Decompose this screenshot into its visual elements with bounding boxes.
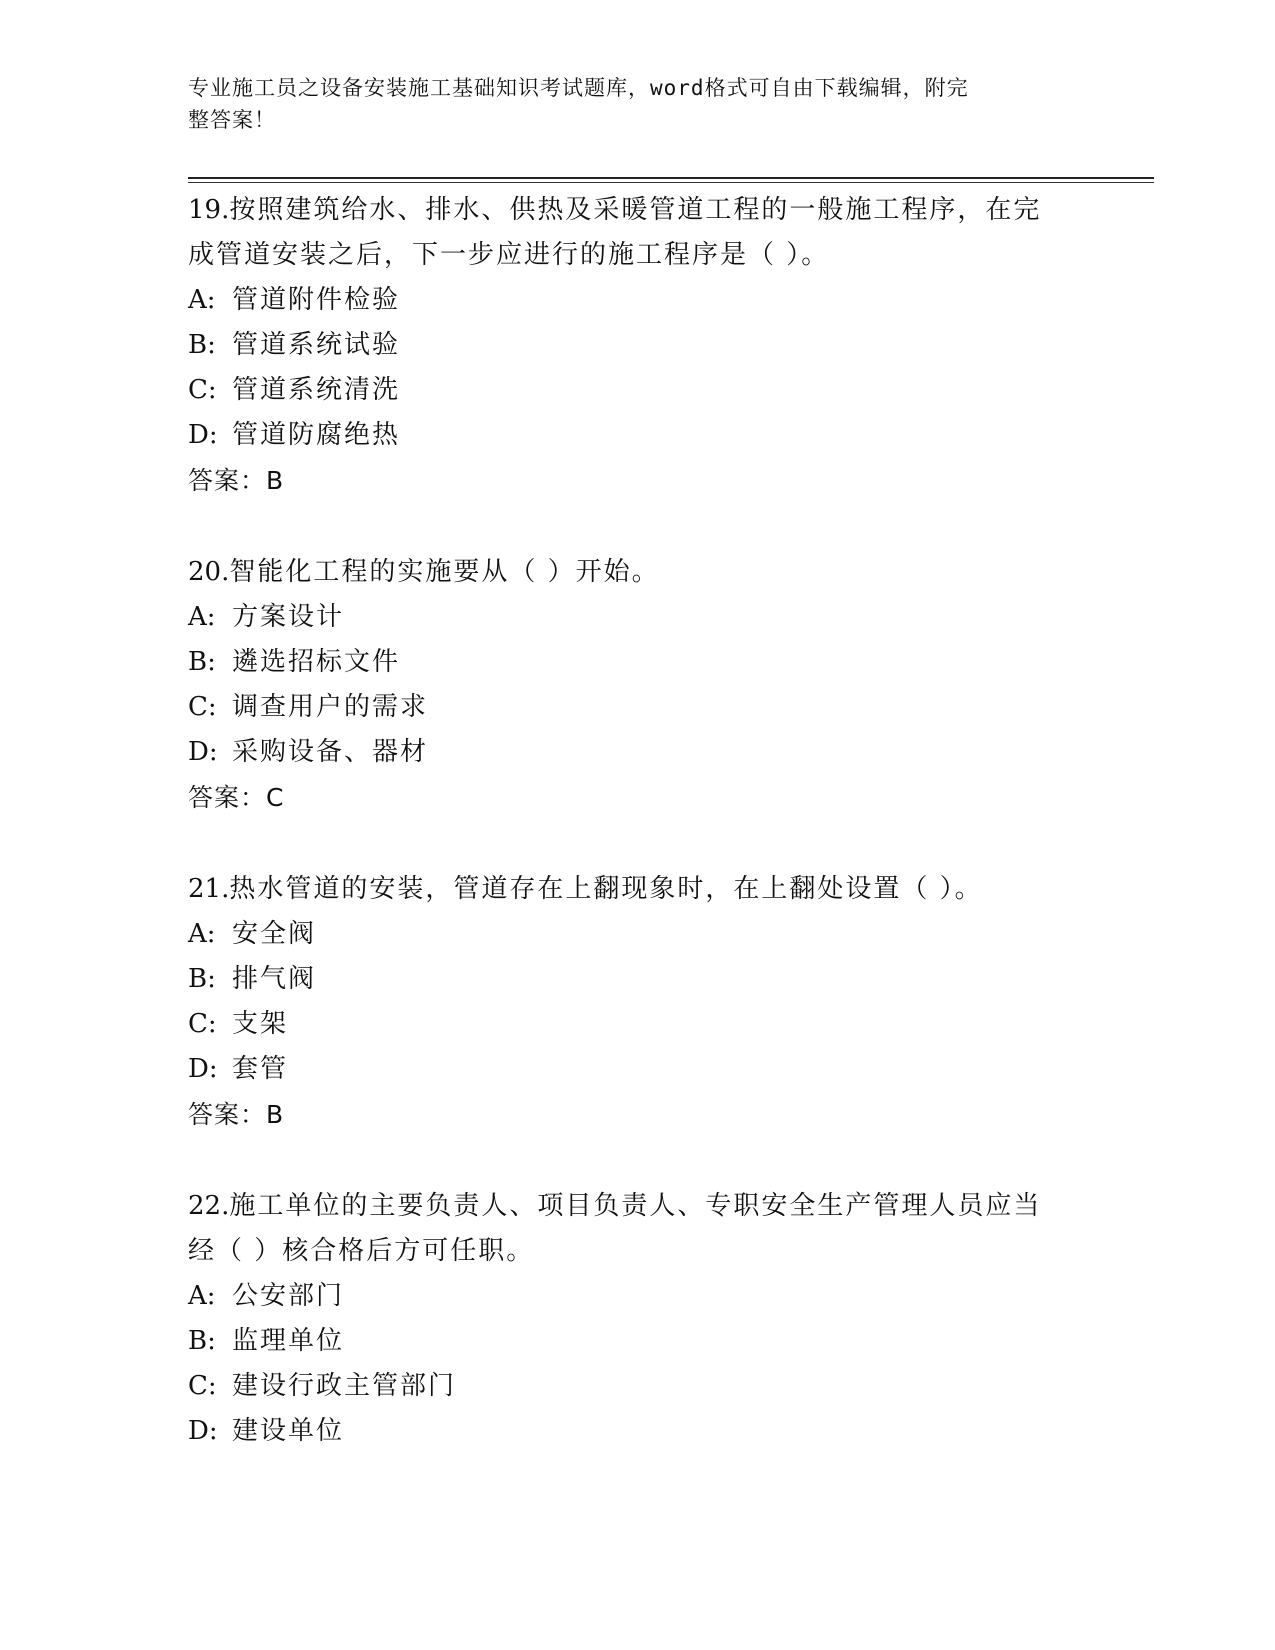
option-key: A:: [188, 919, 216, 949]
option-a: [188, 595, 1088, 640]
answer-line: 答案：B: [188, 466, 285, 495]
question-text: [188, 867, 1088, 912]
option-c: [188, 685, 1088, 730]
option-b: [188, 1319, 1088, 1364]
option-text: 管道防腐绝热: [232, 420, 401, 450]
option-a: [188, 278, 1088, 323]
question-text: [188, 550, 1088, 595]
answer-line: 答案：C: [188, 783, 285, 812]
option-text: 方案设计: [232, 602, 345, 632]
option-key: C:: [188, 1371, 217, 1401]
option-c: [188, 1364, 1088, 1409]
header-line-1: 专业施工员之设备安装施工基础知识考试题库，word格式可自由下载编辑，附完: [188, 76, 969, 100]
question-text-line-1: 施工单位的主要负责人、项目负责人、专职安全生产管理人员应当: [229, 1191, 1042, 1221]
document-header: [188, 72, 1068, 136]
question-number: 19.: [188, 195, 230, 225]
option-text: 公安部门: [232, 1281, 345, 1311]
option-d: [188, 1047, 1088, 1092]
option-key: B:: [188, 1326, 216, 1356]
question-list: [188, 188, 1088, 1501]
option-c: [188, 368, 1088, 413]
question-text-line-1: 按照建筑给水、排水、供热及采暖管道工程的一般施工程序，在完: [229, 195, 1042, 225]
option-b: [188, 323, 1088, 368]
question-text-line-2: 成管道安装之后，下一步应进行的施工程序是（ ）。: [188, 240, 830, 270]
question-20: [188, 550, 1088, 820]
question-number: 22.: [188, 1191, 230, 1221]
option-key: C:: [188, 375, 217, 405]
question-text-line-1: 热水管道的安装，管道存在上翻现象时，在上翻处设置（ ）。: [229, 874, 983, 904]
option-key: A:: [188, 602, 216, 632]
option-text: 管道系统试验: [232, 330, 401, 360]
question-text-line-1: 智能化工程的实施要从（ ）开始。: [229, 557, 660, 587]
option-a: [188, 1274, 1088, 1319]
answer-line: 答案：B: [188, 1100, 285, 1129]
option-key: D:: [188, 420, 218, 450]
option-b: [188, 640, 1088, 685]
option-text: 遴选招标文件: [232, 647, 401, 677]
option-b: [188, 957, 1088, 1002]
option-text: 管道附件检验: [232, 285, 401, 315]
option-d: [188, 1409, 1088, 1454]
option-key: D:: [188, 1416, 218, 1446]
option-key: D:: [188, 737, 218, 767]
question-19: [188, 188, 1088, 503]
option-text: 管道系统清洗: [232, 375, 401, 405]
header-line-2: 整答案！: [188, 108, 276, 132]
option-key: B:: [188, 330, 216, 360]
option-key: B:: [188, 647, 216, 677]
option-key: D:: [188, 1054, 218, 1084]
option-text: 建设行政主管部门: [232, 1371, 457, 1401]
question-text: [188, 1184, 1088, 1229]
question-text: [188, 188, 1088, 233]
option-key: A:: [188, 285, 216, 315]
question-number: 20.: [188, 557, 230, 587]
question-number: 21.: [188, 874, 230, 904]
option-text: 安全阀: [232, 919, 317, 949]
option-text: 支架: [232, 1009, 289, 1039]
option-d: [188, 413, 1088, 458]
question-21: [188, 867, 1088, 1137]
option-key: A:: [188, 1281, 216, 1311]
option-key: C:: [188, 692, 217, 722]
option-key: B:: [188, 964, 216, 994]
option-c: [188, 1002, 1088, 1047]
option-key: C:: [188, 1009, 217, 1039]
question-22: [188, 1184, 1088, 1454]
option-text: 套管: [232, 1054, 289, 1084]
option-a: [188, 912, 1088, 957]
option-text: 调查用户的需求: [232, 692, 429, 722]
option-text: 建设单位: [232, 1416, 345, 1446]
option-text: 排气阀: [232, 964, 317, 994]
header-divider-thin: [188, 182, 1154, 183]
option-text: 监理单位: [232, 1326, 345, 1356]
question-text-line-2: 经（ ）核合格后方可任职。: [188, 1236, 535, 1266]
option-d: [188, 730, 1088, 775]
header-divider-thick: [188, 177, 1154, 179]
option-text: 采购设备、器材: [232, 737, 429, 767]
